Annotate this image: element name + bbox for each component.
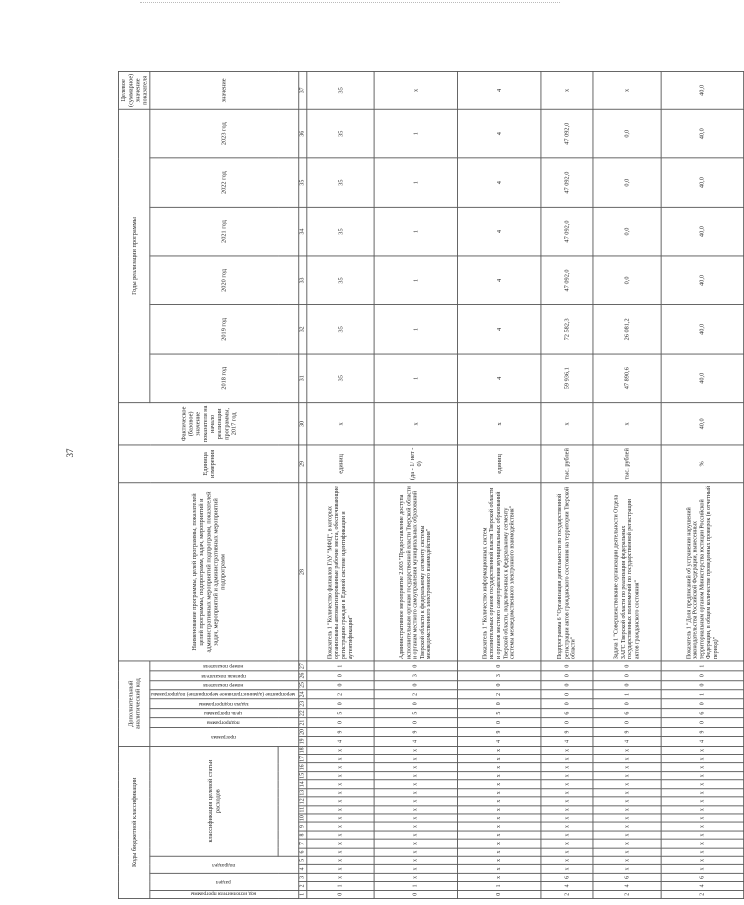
header-budget-codes: Коды бюджетной классификации	[118, 746, 150, 898]
row-year-value: 35	[307, 109, 375, 158]
code-cell: 0	[374, 890, 457, 898]
code-cell: х	[593, 763, 661, 771]
column-number-cell: 1	[298, 890, 306, 898]
row-year-value: 1	[374, 207, 457, 256]
column-number-cell: 21	[299, 719, 306, 726]
code-cell: 4	[307, 737, 375, 746]
code-cell: х	[593, 788, 661, 796]
code-cell: х	[374, 848, 457, 856]
row-target-value: х	[541, 71, 593, 109]
code-cell: х	[307, 746, 375, 755]
header-extra-indicator-number-2: номер показателя	[150, 661, 298, 671]
code-cell: х	[457, 763, 540, 771]
code-cell: х	[593, 755, 661, 763]
code-cell: 0	[457, 718, 540, 727]
code-cell: 3	[457, 671, 540, 680]
code-cell: 3	[374, 671, 457, 680]
code-cell: 6	[593, 708, 661, 717]
header-name: Наименование программы, целей программы, показателей целей программы, подпрограмм, задач, мероприятий и административных мероприятий подпрограмм, показателей задач, мероприятий и административных мероприятий подпрограмм	[118, 483, 298, 662]
code-cell: 0	[374, 699, 457, 708]
row-base-value: х	[593, 403, 661, 445]
row-base-value: х	[541, 403, 593, 445]
table-row	[661, 71, 744, 898]
code-cell: х	[593, 865, 661, 873]
code-cell: х	[457, 780, 540, 788]
row-year-value: 1	[374, 158, 457, 207]
code-cell: 9	[307, 727, 375, 736]
row-year-value: 40,0	[661, 207, 744, 256]
code-cell: х	[457, 746, 540, 755]
code-cell: х	[541, 856, 593, 864]
code-cell: х	[307, 788, 375, 796]
row-year-value: 40,0	[661, 354, 744, 403]
row-unit: (да - 1/ нет - 0)	[374, 445, 457, 483]
row-year-value: 4	[457, 354, 540, 403]
header-extra-activity: мероприятие (административное мероприятие) подпрограммы	[150, 690, 298, 699]
row-year-value: 0,0	[593, 256, 661, 305]
code-cell: 0	[593, 680, 661, 689]
column-number-cell: 24	[299, 691, 306, 698]
column-number-cell: 35	[298, 158, 306, 207]
code-cell: х	[374, 763, 457, 771]
column-number-cell: 31	[298, 354, 306, 403]
code-cell: 0	[661, 699, 744, 708]
code-cell: х	[457, 755, 540, 763]
code-cell: х	[374, 788, 457, 796]
header-prior-year: Фактическое (базовое) значение показателя на начало реализации программы, 2017 год	[118, 403, 298, 445]
code-cell: 9	[541, 727, 593, 736]
code-cell: 9	[457, 727, 540, 736]
column-number-cell: 29	[298, 445, 306, 483]
code-cell: х	[374, 814, 457, 822]
row-year-value: 35	[307, 354, 375, 403]
column-number-cell: 25	[299, 682, 306, 688]
code-cell: 4	[541, 882, 593, 890]
code-cell: 0	[457, 680, 540, 689]
row-year-value: 40,0	[661, 109, 744, 158]
code-cell: х	[307, 865, 375, 873]
code-cell: х	[374, 772, 457, 780]
header-year-2021: 2021 год	[150, 207, 298, 256]
code-cell: 4	[593, 882, 661, 890]
code-cell: 0	[457, 661, 540, 671]
column-number-cell: 10	[299, 815, 306, 822]
code-cell: х	[661, 839, 744, 847]
header-extra-goal: цель программы	[150, 708, 298, 717]
row-year-value: 35	[307, 158, 375, 207]
code-cell: х	[307, 848, 375, 856]
code-cell: х	[661, 780, 744, 788]
row-name: Подпрограмма 6 "Организация деятельности по государственной регистрации актов гражданского состояния на территории Тверской области"	[541, 483, 593, 662]
page-number: 37	[65, 448, 75, 458]
code-cell: х	[661, 865, 744, 873]
code-cell: х	[593, 856, 661, 864]
code-cell: х	[307, 814, 375, 822]
code-cell: 0	[307, 699, 375, 708]
row-year-value: 47 092,0	[541, 207, 593, 256]
code-cell: х	[541, 746, 593, 755]
code-cell: х	[661, 797, 744, 805]
code-cell: х	[541, 780, 593, 788]
code-cell: х	[374, 839, 457, 847]
code-cell: х	[307, 780, 375, 788]
row-year-value: 4	[457, 256, 540, 305]
code-cell: 4	[593, 737, 661, 746]
code-cell: х	[593, 839, 661, 847]
code-cell: х	[307, 873, 375, 881]
header-code-target-article: классификация целевой статьи расходов	[150, 746, 278, 856]
column-number-cell: 6	[298, 848, 306, 856]
column-number-cell: 14	[299, 781, 306, 788]
column-number-cell: 11	[299, 806, 306, 813]
code-cell: х	[457, 788, 540, 796]
column-number-cell: 5	[298, 856, 306, 864]
row-target-value: х	[374, 71, 457, 109]
code-cell: х	[661, 755, 744, 763]
code-cell: х	[457, 797, 540, 805]
row-unit: тыс. рублей	[593, 445, 661, 483]
row-unit: %	[661, 445, 744, 483]
code-cell: 4	[374, 737, 457, 746]
code-cell: х	[374, 780, 457, 788]
table-row	[307, 71, 375, 898]
code-cell: х	[541, 839, 593, 847]
code-cell: х	[541, 755, 593, 763]
row-year-value: 40,0	[661, 158, 744, 207]
column-number-cell: 9	[298, 822, 306, 830]
column-number-cell: 8	[298, 831, 306, 839]
header-target: Целевое (суммарное) значение показателя	[118, 71, 150, 109]
code-cell: 1	[661, 690, 744, 699]
column-number-cell: 34	[298, 207, 306, 256]
code-cell: 0	[307, 671, 375, 680]
row-year-value: 1	[374, 354, 457, 403]
header-extra-task: задача подпрограммы	[150, 699, 298, 708]
code-cell: х	[541, 865, 593, 873]
row-base-value: 40,0	[661, 403, 744, 445]
column-number-cell: 23	[299, 700, 306, 707]
row-year-value: 47 092,0	[541, 109, 593, 158]
code-cell: х	[541, 788, 593, 796]
code-cell: 9	[374, 727, 457, 736]
code-cell: 2	[541, 890, 593, 898]
code-cell: 5	[374, 708, 457, 717]
code-cell: 1	[374, 882, 457, 890]
row-target-value: 40,0	[661, 71, 744, 109]
code-cell: 2	[307, 690, 375, 699]
header-extra-indicator-sign: признак показателя	[150, 671, 298, 680]
code-cell: х	[457, 772, 540, 780]
code-cell: 0	[541, 661, 593, 671]
code-cell: 0	[541, 699, 593, 708]
code-cell: х	[661, 763, 744, 771]
header-extra-indicator-number: номер показателя	[150, 680, 298, 689]
column-number-cell: 28	[298, 483, 306, 662]
code-cell: х	[307, 763, 375, 771]
row-year-value: 47 890,6	[593, 354, 661, 403]
row-year-value: 47 092,0	[541, 256, 593, 305]
header-code-section: раздел	[150, 873, 298, 890]
code-cell: х	[541, 797, 593, 805]
code-cell: х	[541, 772, 593, 780]
code-cell: 0	[307, 680, 375, 689]
row-name: Показатель 1 "Количество филиалов ГАУ "МФЦ", в которых организованы автоматизированные рабочие места, обеспечивающие регистрацию граждан в Единой системе идентификации и аутентификации"	[307, 483, 375, 662]
code-cell: х	[307, 822, 375, 830]
code-cell: х	[307, 797, 375, 805]
scan-edge-marks	[140, 2, 560, 6]
header-year-2023: 2023 год	[150, 109, 298, 158]
header-year-2018: 2018 год	[150, 354, 298, 403]
code-cell: 0	[661, 718, 744, 727]
header-extra-program: программа	[150, 727, 298, 746]
header-unit: Единица измерения	[118, 445, 298, 483]
row-year-value: 1	[374, 305, 457, 354]
code-cell: х	[374, 873, 457, 881]
header-code-article-detail	[278, 746, 298, 856]
row-target-value: 35	[307, 71, 375, 109]
code-cell: 1	[307, 661, 375, 671]
code-cell: х	[457, 805, 540, 813]
column-number-cell: 2	[298, 882, 306, 890]
row-year-value: 4	[457, 305, 540, 354]
code-cell: х	[307, 755, 375, 763]
code-cell: х	[661, 788, 744, 796]
code-cell: х	[593, 848, 661, 856]
code-cell: 2	[661, 890, 744, 898]
code-cell: 0	[374, 661, 457, 671]
header-year-2022: 2022 год	[150, 158, 298, 207]
column-number-row	[298, 71, 306, 898]
table-row	[593, 71, 661, 898]
row-year-value: 59 936,1	[541, 354, 593, 403]
table-row	[457, 71, 540, 898]
code-cell: х	[457, 839, 540, 847]
code-cell: х	[661, 772, 744, 780]
code-cell: х	[457, 831, 540, 839]
code-cell: х	[593, 780, 661, 788]
code-cell: 0	[541, 690, 593, 699]
code-cell: х	[457, 848, 540, 856]
row-year-value: 4	[457, 207, 540, 256]
row-year-value: 4	[457, 109, 540, 158]
code-cell: х	[541, 814, 593, 822]
code-cell: х	[661, 805, 744, 813]
code-cell: 1	[661, 661, 744, 671]
row-name: Показатель 1 "Количество информационных систем исполнительных органов государственной власти Тверской области и органов местного самоуправления муниципальных образований Тверской области, подключенных к федеральному сегменту системы межведомственного электронного взаимодействия"	[457, 483, 540, 662]
header-extra-codes: Дополнительный аналитический код	[118, 661, 150, 746]
code-cell: х	[307, 805, 375, 813]
code-cell: 2	[593, 890, 661, 898]
code-cell: 0	[661, 680, 744, 689]
column-number-cell: 37	[298, 71, 306, 109]
table-row	[374, 71, 457, 898]
code-cell: 0	[593, 671, 661, 680]
code-cell: 0	[661, 671, 744, 680]
code-cell: х	[457, 865, 540, 873]
header-extra-subprogram: подпрограмма	[150, 718, 298, 727]
code-cell: 0	[593, 718, 661, 727]
row-year-value: 4	[457, 158, 540, 207]
row-base-value: х	[307, 403, 375, 445]
header-code-subsection: подраздел	[150, 856, 298, 873]
row-target-value: 4	[457, 71, 540, 109]
column-number-cell: 36	[298, 109, 306, 158]
code-cell: х	[374, 755, 457, 763]
row-year-value: 35	[307, 256, 375, 305]
column-number-cell: 22	[299, 710, 306, 717]
code-cell: 4	[541, 737, 593, 746]
column-number-cell: 20	[299, 729, 306, 735]
code-cell: 1	[307, 882, 375, 890]
row-year-value: 35	[307, 207, 375, 256]
code-cell: 4	[661, 882, 744, 890]
column-number-cell: 3	[298, 873, 306, 881]
column-number-cell: 32	[298, 305, 306, 354]
code-cell: х	[374, 822, 457, 830]
code-cell: 9	[661, 727, 744, 736]
code-cell: 4	[661, 737, 744, 746]
code-cell: х	[374, 856, 457, 864]
code-cell: 6	[593, 873, 661, 881]
code-cell: 0	[457, 699, 540, 708]
column-number-cell: 16	[299, 764, 306, 771]
code-cell: х	[374, 746, 457, 755]
code-cell: х	[307, 772, 375, 780]
header-target-value: значение	[150, 71, 298, 109]
row-unit: тыс. рублей	[541, 445, 593, 483]
row-year-value: 26 081,2	[593, 305, 661, 354]
column-number-cell: 30	[298, 403, 306, 445]
code-cell: х	[541, 848, 593, 856]
code-cell: 2	[374, 690, 457, 699]
code-cell: х	[457, 822, 540, 830]
row-year-value: 1	[374, 256, 457, 305]
row-year-value: 1	[374, 109, 457, 158]
code-cell: 0	[457, 890, 540, 898]
code-cell: 6	[541, 873, 593, 881]
column-number-cell: 19	[299, 738, 306, 745]
code-cell: 0	[541, 671, 593, 680]
code-cell: х	[374, 865, 457, 873]
code-cell: х	[541, 831, 593, 839]
code-cell: х	[593, 814, 661, 822]
code-cell: х	[541, 763, 593, 771]
code-cell: х	[541, 805, 593, 813]
column-number-cell: 18	[299, 747, 306, 754]
code-cell: 0	[374, 718, 457, 727]
code-cell: 0	[541, 680, 593, 689]
column-number-cell: 12	[299, 798, 306, 805]
header-year-2020: 2020 год	[150, 256, 298, 305]
row-unit: единиц	[457, 445, 540, 483]
code-cell: 0	[593, 699, 661, 708]
code-cell: х	[374, 831, 457, 839]
row-year-value: 40,0	[661, 305, 744, 354]
code-cell: 5	[457, 708, 540, 717]
row-year-value: 0,0	[593, 109, 661, 158]
code-cell: 6	[541, 708, 593, 717]
column-number-cell: 26	[299, 672, 306, 679]
code-cell: 1	[457, 882, 540, 890]
row-year-value: 40,0	[661, 256, 744, 305]
row-name: Задача 1 "Совершенствование организации деятельности Отдела ЗАГС Тверской области по реализации федеральных государственных полномочий по государственной регистрации актов гражданского состояния"	[593, 483, 661, 662]
row-name: Административное мероприятие 2.003 "Предоставление доступа исполнительным органам государственной власти Тверской области и органам местного самоуправления муниципальных образований Тверской области к федеральному сегменту системы межведомственного электронного взаимодействия"	[374, 483, 457, 662]
code-cell: 2	[457, 690, 540, 699]
code-cell: х	[374, 805, 457, 813]
program-indicators-table	[118, 71, 744, 899]
column-number-cell: 4	[298, 865, 306, 873]
code-cell: х	[457, 814, 540, 822]
column-number-cell: 7	[298, 839, 306, 847]
code-cell: х	[593, 746, 661, 755]
row-base-value: х	[374, 403, 457, 445]
code-cell: 4	[457, 737, 540, 746]
row-base-value: х	[457, 403, 540, 445]
code-cell: 6	[661, 873, 744, 881]
column-number-cell: 17	[299, 755, 306, 762]
code-cell: х	[374, 797, 457, 805]
code-cell: х	[593, 772, 661, 780]
code-cell: 6	[661, 708, 744, 717]
code-cell: х	[661, 814, 744, 822]
column-number-cell: 15	[299, 772, 306, 779]
code-cell: х	[593, 822, 661, 830]
column-number-cell: 33	[298, 256, 306, 305]
code-cell: 9	[593, 727, 661, 736]
code-cell: 0	[593, 661, 661, 671]
row-target-value: х	[593, 71, 661, 109]
column-number-cell: 27	[299, 663, 306, 670]
rotated-table-frame	[118, 71, 719, 899]
code-cell: х	[661, 831, 744, 839]
code-cell: х	[307, 839, 375, 847]
column-number-cell: 13	[299, 789, 306, 796]
row-year-value: 47 092,0	[541, 158, 593, 207]
code-cell: 0	[307, 890, 375, 898]
row-year-value: 0,0	[593, 207, 661, 256]
code-cell: 1	[593, 690, 661, 699]
header-year-2019: 2019 год	[150, 305, 298, 354]
header-code-executor: код исполнителя программы	[150, 890, 298, 898]
code-cell: х	[661, 856, 744, 864]
header-years-group: Годы реализации программы	[118, 109, 150, 402]
code-cell: х	[661, 822, 744, 830]
row-name: Показатель 1 "Доля предписаний об устранении нарушений законодательства Российской Федерации, вынесенных территориальным органом Министерства юстиции Российской Федерации, в общем количестве проведенных проверок (в отчетный период)"	[661, 483, 744, 662]
code-cell: х	[661, 746, 744, 755]
row-year-value: 72 582,3	[541, 305, 593, 354]
code-cell: х	[661, 848, 744, 856]
code-cell: 0	[374, 680, 457, 689]
table-row	[541, 71, 593, 898]
code-cell: х	[457, 873, 540, 881]
row-year-value: 0,0	[593, 158, 661, 207]
code-cell: 0	[541, 718, 593, 727]
row-year-value: 35	[307, 305, 375, 354]
code-cell: х	[307, 831, 375, 839]
code-cell: х	[593, 831, 661, 839]
code-cell: 0	[307, 718, 375, 727]
row-unit: единиц	[307, 445, 375, 483]
code-cell: х	[593, 805, 661, 813]
code-cell: х	[593, 797, 661, 805]
code-cell: х	[541, 822, 593, 830]
code-cell: х	[307, 856, 375, 864]
code-cell: х	[457, 856, 540, 864]
code-cell: 5	[307, 708, 375, 717]
